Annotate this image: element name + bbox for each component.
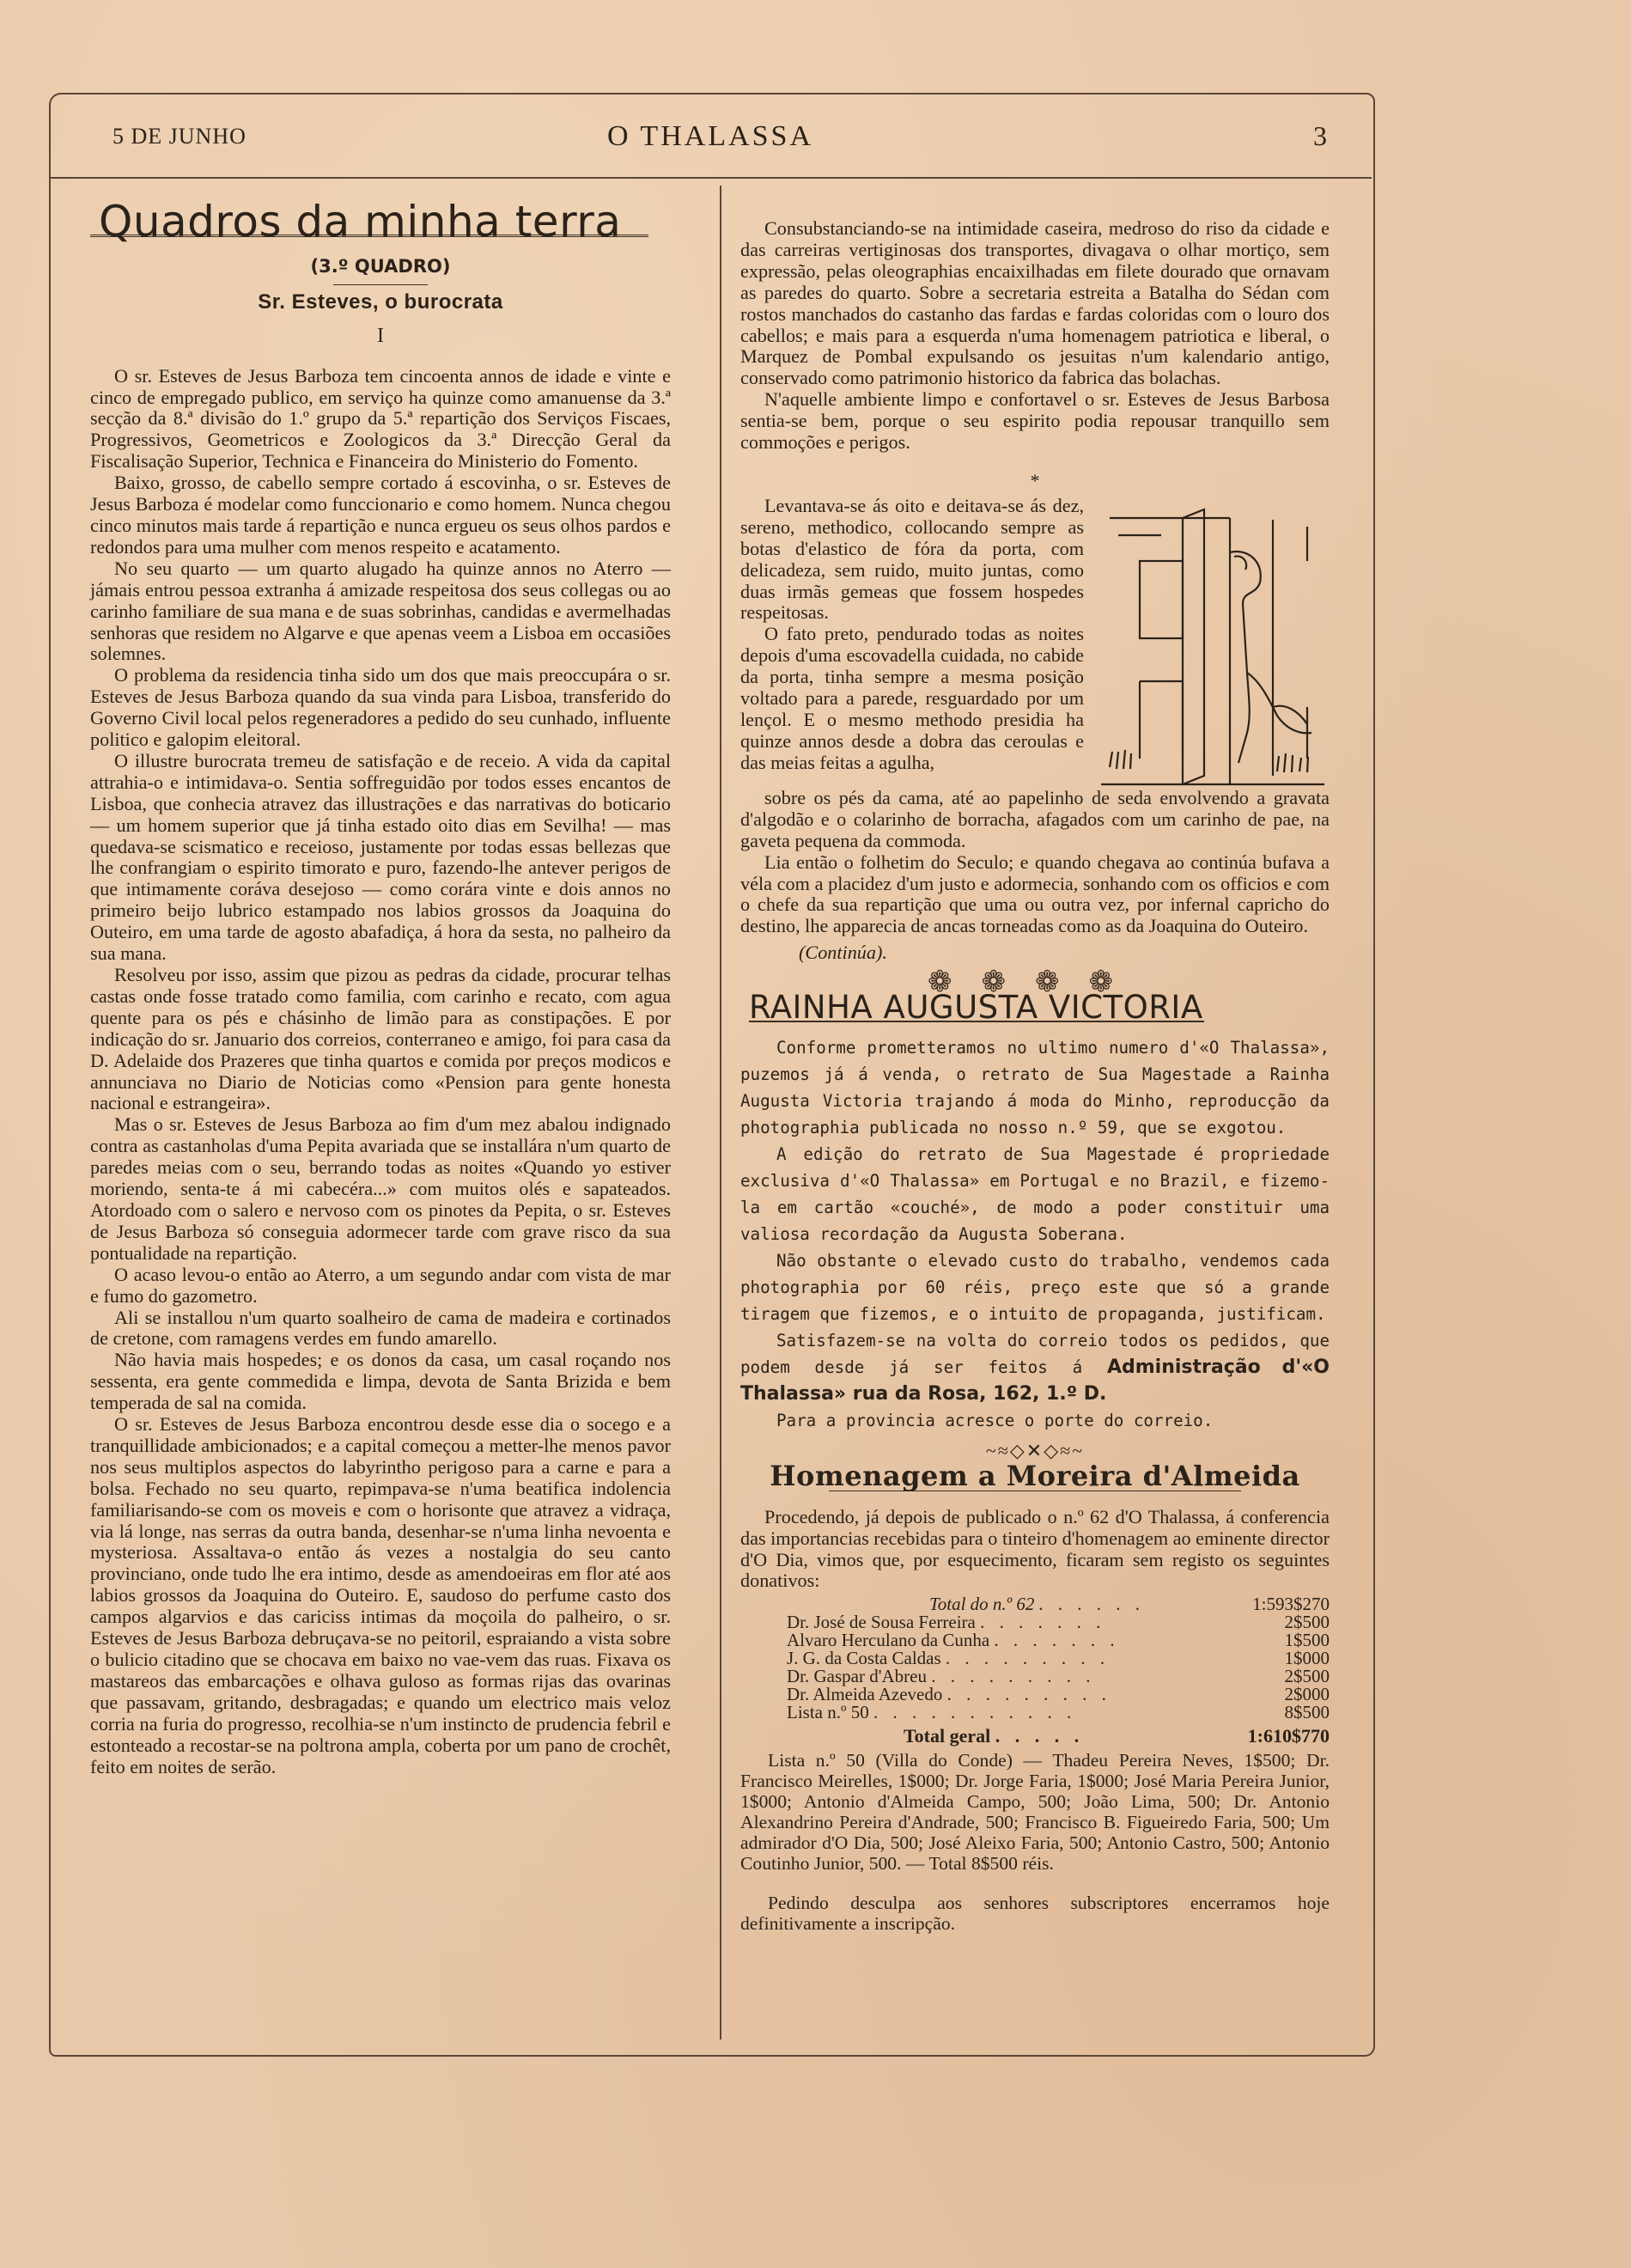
donation-row <box>740 1649 1330 1667</box>
donation-amount: 1$000 <box>1284 1648 1330 1669</box>
closing-note <box>740 1893 1330 1934</box>
paragraph: Mas o sr. Esteves de Jesus Barboza ao fim d'um mez abalou indignado contra as castanholas d'uma Pepita avariada que se installára n'um quarto de paredes meias com o seu, berrando todas as noites «Quando yo estiver moriendo, senta-te á mi cabecéra...» com muitos olés e sapateados. Atordoado com o salero e nervoso com os pinotes da Pepita, o sr. Esteves de Jesus Barboza só conseguia adormecer tarde com grave risco da sua pontualidade na repartição. <box>90 1113 671 1264</box>
grand-total-label: Total geral <box>904 1725 991 1747</box>
chapter-number: I <box>377 324 384 347</box>
header-rule <box>49 177 1372 179</box>
quadro-label: (3.º QUADRO) <box>310 255 451 277</box>
left-column <box>90 197 671 1777</box>
donor-name: Alvaro Herculano da Cunha . . . . . . . <box>787 1630 1120 1651</box>
paragraph: O fato preto, pendurado todas as noites depois d'uma escovadella cuidada, no cabide da porta, tinha sempre a mesma posição voltado para a parede, resguardado por um lençol. E o mesmo methodo presidia ha quinze annos desde a dobra das ceroulas e das meias feitas a agulha, <box>740 623 1084 773</box>
donor-name: Dr. Gaspar d'Abreu . . . . . . . . . <box>787 1666 1096 1687</box>
illustrated-block <box>740 496 1330 857</box>
grand-total-value: 1:610$770 <box>1247 1725 1330 1747</box>
ornament-row: ❁❁❁❁ <box>928 966 1142 999</box>
donor-name: Dr. Almeida Azevedo . . . . . . . . . <box>787 1684 1111 1705</box>
donations-table <box>740 1595 1330 1745</box>
right-column <box>740 218 1330 1934</box>
flourish-divider: ~≈◇✕◇≈~ <box>985 1439 1085 1461</box>
homenagem-intro: Procedendo, já depois de publicado o n.º 62 d'O Thalassa, á conferencia das importancias recebidas para o tinteiro d'homenagem ao eminente director d'O Dia, vimos que, por esquecimento, ficaram sem registo os seguintes donativos: <box>740 1505 1330 1592</box>
paragraph: O sr. Esteves de Jesus Barboza tem cincoenta annos de idade e vinte e cinco de empregado publico, em serviço ha quinze como amanuense da 3.ª secção da 8.ª divisão do 1.º grupo da 5.ª repartição dos Serviços Fiscaes, Progressivos, Geometricos e Zoologicos da 3.ª Direcção Geral da Fiscalisação Superior, Technica e Financeira do Ministerio do Fomento. <box>90 364 671 472</box>
donation-row <box>740 1613 1330 1631</box>
closing-text: Pedindo desculpa aos senhores subscriptores encerramos hoje definitivamente a inscripção. <box>740 1893 1330 1935</box>
advert-paragraph: Não obstante o elevado custo do trabalho, vendemos cada photographia por 60 réis, preço este que só a grande tiragem que fizemos, e o intuito de propaganda, justificam. <box>740 1250 1330 1324</box>
advert-paragraph: A edição do retrato de Sua Magestade é propriedade exclusiva d'«O Thalassa» em Portugal e no Brazil, e fizemo-la em cartão «couché», de modo a poder constituir uma valiosa recordação da Augusta Soberana. <box>740 1143 1330 1244</box>
paragraph: Lia então o folhetim do Seculo; e quando chegava ao continúa bufava a véla com a placidez d'um justo e adormecia, sonhando com os officios e com o chefe da sua repartição que uma ou outra vez, por infernal capricho do destino, lhe apparecia de ancas torneadas como as da Joaquina do Outeiro. <box>740 850 1330 937</box>
paragraph: O sr. Esteves de Jesus Barboza encontrou desde esse dia o socego e a tranquillidade ambicionados; e a capital começou a metter-lhe menos pavor nos seus multiplos aspectos do labyrintho perigoso para a carne e para a bolsa. Fechado no seu quarto, repimpava-se n'uma beatifica indolencia familiarisando-se com os moveis e com o horisonte que atravez a vidraça, via lá longe, nas serras da outra banda, desenhar-se n'uma linha nevoenta e mysteriosa. Assaltava-o então ás vezes a nostalgia do seu canto provinciano, onde tudo lhe era intimo, desde as amendoeiras em flor até aos labios grossos da Joaquina do Outeiro. E, saudoso do perfume casto dos campos algarvios e das cariciss intimas da moçoila do palheiro, o sr. Esteves de Jesus Barboza debruçava-se no peitoril, espraiando a vista sobre o bulicio citadino que se chocava em baixo no vae-vem das ruas. Fixava os mastareos das embarcações e olhava guloso as formas rijas das ovarinas que passavam, gritando, desbragadas; e quando um electrico mais veloz corria na furia do progresso, recolhia-se n'um instincto de prudencia febril e estonteado a recostar-se na poltrona ampla, coberta por um pano de crochêt, feito em noites de serão. <box>90 1413 671 1777</box>
paragraph: Levantava-se ás oito e deitava-se ás dez, sereno, methodico, collocando sempre as botas d'elastico de fóra da porta, com delicadeza, sem ruido, muito juntas, como duas irmãs gemeas que fossem hospedes respeitosas. <box>740 494 1084 624</box>
advert-paragraph: Conforme prometteramos no ultimo numero d'«O Thalassa», puzemos já á venda, o retrato de Sua Magestade a Rainha Augusta Victoria trajando á moda do Minho, reproducção da photographia publicada no nosso n.º 59, que se exgotou. <box>740 1037 1330 1137</box>
lista-text: Lista n.º 50 (Villa do Conde) — Thadeu Pereira Neves, 1$500; Dr. Francisco Meirelles, 1$000; Dr. Jorge Faria, 1$000; José Maria Pereira Junior, 1$000; Antonio d'Almeida Campo, 500; João Lima, 500; Dr. Antonio Alexandrino Pereira d'Andrade, 500; Francisco B. Figueiredo Faria, 500; Um admirador d'O Dia, 500; José Aleixo Faria, 500; Antonio Castro, 500; Antonio Coutinho Junior, 500. — Total 8$500 réis. <box>740 1750 1330 1875</box>
donation-row <box>740 1631 1330 1649</box>
donation-row <box>740 1686 1330 1704</box>
article-body <box>90 366 671 1778</box>
page-header <box>49 120 1372 180</box>
column-rule <box>720 186 721 2039</box>
advert-title: RAINHA AUGUSTA VICTORIA <box>749 989 1203 1027</box>
donation-amount: 1$500 <box>1284 1630 1330 1651</box>
advert-order-info: Satisfazem-se na volta do correio todos os pedidos, que podem desde já ser feitos á Administração d'«O Thalassa» rua da Rosa, 162, 1.º D. <box>740 1330 1330 1405</box>
page-number: 3 <box>1313 120 1327 151</box>
small-rule <box>333 284 428 285</box>
issue-date: 5 DE JUNHO <box>113 124 246 149</box>
article-subtitle: Sr. Esteves, o burocrata <box>258 290 503 314</box>
article-title: Quadros da minha terra <box>90 211 648 237</box>
paragraph: Ali se installou n'um quarto soalheiro de cama de madeira e cortinados de cretone, com ramagens verdes em fundo amarello. <box>90 1306 671 1350</box>
paragraph: O illustre burocrata tremeu de satisfação e de receio. A vida da capital attrahia-o e intimidava-o. Sentia soffreguidão por todos esses encantos de Lisboa, que conhecia atravez das illustrações e das narrativas do boticario — um homem superior que já tinha estado oito dias em Sevilha! — mas quedava-se scismatico e receioso, justamente por todas essas bellezas que lhe confrangiam o espirito timorato e puro, fazendo-lhe antever perigos de que intimamente coráva desejoso — como corára vinte e dois annos no primeiro beijo lubrico estampado nos labios grossos da Joaquina do Outeiro, em uma tarde de agosto abafadiça, á hora da sesta, no palheiro da sua mana. <box>90 749 671 965</box>
illustrated-text <box>740 496 1084 774</box>
donation-amount: 2$500 <box>1284 1612 1330 1633</box>
paragraph: O problema da residencia tinha sido um dos que mais preoccupára o sr. Esteves de Jesus Barboza quando da sua vinda para Lisboa, transferido do Governo Civil local pelos regeneradores a pedido do seu cunhado, influente politico e galopim eleitoral. <box>90 664 671 751</box>
donor-name: Total do n.º 62 . . . . . . <box>929 1594 1146 1615</box>
continua-note: (Continúa). <box>799 942 887 964</box>
article-continuation <box>740 218 1330 454</box>
paragraph: O acaso levou-o então ao Aterro, a um segundo andar com vista de mar e fumo do gazometro. <box>90 1263 671 1307</box>
advert-address: Administração d'«O Thalassa» rua da Rosa, 162, 1.º D. <box>740 1356 1330 1405</box>
paragraph: Baixo, grosso, de cabello sempre cortado á escovinha, o sr. Esteves de Jesus Barboza é modelar como funccionario e como homem. Nunca chegou cinco minutos mais tarde á repartição e nunca ergueu os seus olhos pardos e redondos para uma mulher com menos respeito e acatamento. <box>90 472 671 558</box>
advert-province-note: Para a provincia acresce o porte do correio. <box>776 1410 1214 1430</box>
lista-details <box>740 1750 1330 1874</box>
paragraph: Consubstanciando-se na intimidade caseira, medroso do riso da cidade e das carreiras vertiginosas dos transportes, divagava o olhar mortiço, sem expressão, pelas oleographias encaixilhadas em filete dourado que ornavam as paredes do quarto. Sobre a secretaria estreita a Batalha do Sédan com rostos manchados do castanho das fardas e fardas coloridas com o louro dos cabellos; e mais para a esquerda n'uma homenagem patriotica e liberal, o Marquez de Pombal expulsando os jesuitas n'um kalendario antigo, conservado como patrimonio historico da fabrica das bolachas. <box>740 217 1330 389</box>
donor-name: J. G. da Costa Caldas . . . . . . . . . <box>787 1648 1111 1669</box>
subtotal-row <box>740 1595 1330 1613</box>
paragraph: Não havia mais hospedes; e os donos da casa, um casal roçando nos sessenta, era gente commedida e limpa, devota de Santa Brizida e bem temperada de sal na comida. <box>90 1349 671 1414</box>
donation-row <box>740 1667 1330 1686</box>
homenagem-title: Homenagem a Moreira d'Almeida <box>770 1459 1300 1492</box>
donor-name: Dr. José de Sousa Ferreira . . . . . . . <box>787 1612 1106 1633</box>
section-asterisk: * <box>1030 469 1040 491</box>
donation-amount: 8$500 <box>1284 1702 1330 1723</box>
door-illustration <box>1101 501 1324 793</box>
newspaper-name: O THALASSA <box>606 120 813 152</box>
advert-body <box>740 1034 1330 1434</box>
donor-name: Lista n.º 50 . . . . . . . . . . . <box>787 1702 1077 1723</box>
donation-row <box>740 1704 1330 1722</box>
paragraph: Resolveu por isso, assim que pizou as pedras da cidade, procurar telhas castas onde fosse tratado como familia, com carinho e recato, com agua quente para os pés e chásinho de limão para as constipações. E por indicação do sr. Januario dos correios, conterraneo e amigo, foi para casa da D. Adelaide dos Prazeres que tinha quartos e comida por preços modicos e annunciava no Diario de Noticias como «Pension para gente honesta nacional e estrangeira». <box>90 964 671 1114</box>
paragraph: No seu quarto — um quarto alugado ha quinze annos no Aterro — jámais entrou pessoa extranha á amizade respeitosa dos seus collegas ou ao carinho familiare de sua mana e de suas sobrinhas, candidas e avermelhadas senhoras que residem no Algarve e que apenas veem a Lisboa em occasiões solemnes. <box>90 557 671 665</box>
donation-amount: 1:593$270 <box>1252 1594 1330 1615</box>
donation-amount: 2$000 <box>1284 1684 1330 1705</box>
donation-amount: 2$500 <box>1284 1666 1330 1687</box>
grand-total-row: Total geral . . . . . 1:610$770 <box>740 1722 1330 1745</box>
paragraph: sobre os pés da cama, até ao papelinho de seda envolvendo a gravata d'algodão e o colarinho de borracha, afagados com um carinho de pae, na gaveta pequena da commoda. <box>740 786 1330 851</box>
paragraph: N'aquelle ambiente limpo e confortavel o sr. Esteves de Jesus Barbosa sentia-se bem, porque o seu espirito podia repousar tranquillo sem commoções e perigos. <box>740 388 1330 454</box>
